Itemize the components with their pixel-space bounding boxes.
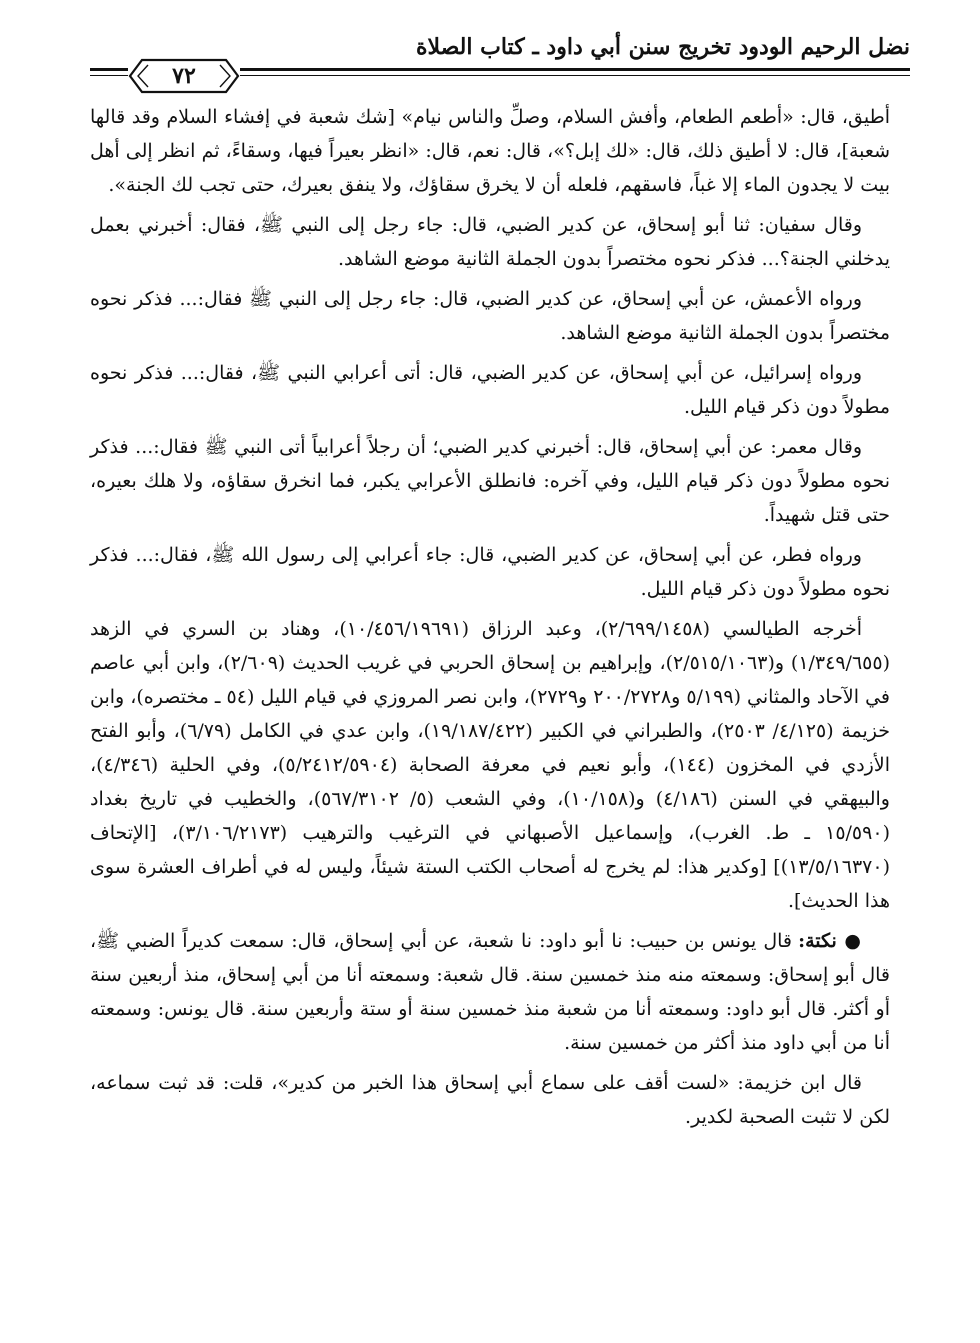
paragraph-2 [90,208,890,276]
paragraph-text: أطيق، قال: «أطعم الطعام، وأفش السلام، وصلِّ والناس نيام» [شك شعبة في إفشاء السلام وقد قالها شعبة]، قال: لا أطيق ذلك، قال: «لك إبل؟»، قال: نعم، قال: «انظر بعيراً فيها، وسقاءً، ثم انظر إلى أهل بيت لا يجدون الماء إلا غباً، فاسقهم، فلعله أن لا يخرق سقاؤك، ولا ينفق بعيرك، حتى تجب لك الجنة». [90,106,890,196]
paragraph-5 [90,430,890,532]
paragraph-text: ورواه فطر، عن أبي إسحاق، عن كدير الضبي، قال: جاء أعرابي إلى رسول الله ﷺ، فقال:... فذكر نحوه مطولاً دون ذكر قيام الليل. [90,544,890,600]
paragraph-text: قال يونس بن حبيب: نا أبو داود: نا شعبة، عن أبي إسحاق، قال: سمعت كديراً الضبي ﷺ، قال أبو إسحاق: وسمعته منه منذ خمسين سنة. قال شعبة: وسمعته أنا من أبي إسحاق، منذ أربعين سنة أو أكثر. قال أبو داود: وسمعته أنا من شعبة منذ خمسين سنة أو ستة وأربعين سنة. قال يونس: وسمعته أنا من أبي داود منذ أكثر من خمسين سنة. [90,930,890,1054]
main-text [90,100,890,1140]
page-number-badge [128,56,240,96]
paragraph-text: ورواه الأعمش، عن أبي إسحاق، عن كدير الضبي، قال: جاء رجل إلى النبي ﷺ فقال:... فذكر نحوه مختصراً بدون الجملة الثانية موضع الشاهد. [90,288,890,344]
paragraph-8 [90,924,890,1060]
header-title: نضل الرحيم الودود تخريج سنن أبي داود ـ كتاب الصلاة [415,34,910,60]
paragraph-1 [90,100,890,202]
paragraph-text: أخرجه الطيالسي (٢/٦٩٩/١٤٥٨)، وعبد الرزاق (١٠/٤٥٦/١٩٦٩١)، وهناد بن السري في الزهد (١/٣٤٩/٦٥٥) و(٢/٥١٥/١٠٦٣)، وإبراهيم بن إسحاق الحربي في غريب الحديث (٢/٦٠٩)، وابن أبي عاصم في الآحاد والمثاني (٥/١٩٩ و٢٠٠/٢٧٢٨ و٢٧٢٩)، وابن نصر المروزي في قيام الليل (٥٤ ـ مختصره)، وابن خزيمة (٤/١٢٥/ ٢٥٠٣)، والطبراني في الكبير (١٩/١٨٧/٤٢٢)، وابن عدي في الكامل (٦/٧٩)، وأبو الفتح الأزدي في المخزون (١٤٤)، وأبو نعيم في معرفة الصحابة (٥/٢٤١٢/٥٩٠٤)، وفي الحلية (٤/٣٤٦)، والبيهقي في السنن (٤/١٨٦) و(١٠/١٥٨)، وفي الشعب (٥/ ٥٦٧/٣١٠٢)، والخطيب في تاريخ بغداد (١٥/٥٩٠ ـ ط. الغرب)، وإسماعيل الأصبهاني في الترغيب والترهيب (٣/١٠٦/٢١٧٣)، [الإتحاف (١٣/٥/١٦٣٧٠)] [وكدير هذا: لم يخرج له أصحاب الكتب الستة شيئاً، وليس له في أطراف العشرة سوى هذا الحديث]. [90,618,891,912]
paragraph-6 [90,538,890,606]
paragraph-3 [90,282,890,350]
paragraph-9 [90,1066,890,1134]
paragraph-text: ورواه إسرائيل، عن أبي إسحاق، عن كدير الضبي، قال: أتى أعرابي النبي ﷺ، فقال:... فذكر نحوه مطولاً دون ذكر قيام الليل. [90,362,890,418]
paragraph-7 [90,612,890,918]
running-header [90,28,910,98]
paragraph-text: وقال معمر: عن أبي إسحاق، قال: أخبرني كدير الضبي؛ أن رجلاً أعرابياً أتى النبي ﷺ فقال:... فذكر نحوه مطولاً دون ذكر قيام الليل، وفي آخره: فانطلق الأعرابي يكبر، فما انخرق سقاؤه، ولا هلك بعيره، حتى قتل شهيداً. [90,436,890,526]
paragraph-text: قال ابن خزيمة: «لست أقف على سماع أبي إسحاق هذا الخبر من كدير»، قلت: قد ثبت سماعه، لكن لا تثبت الصحبة لكدير. [90,1072,890,1128]
paragraph-4 [90,356,890,424]
paragraph-text: وقال سفيان: ثنا أبو إسحاق، عن كدير الضبي، قال: جاء رجل إلى النبي ﷺ، فقال: أخبرني بعمل يدخلني الجنة؟... فذكر نحوه مختصراً بدون الجملة الثانية موضع الشاهد. [90,214,890,270]
note-label: ● نكتة: [798,930,862,952]
page-number: ٧٢ [172,63,196,89]
